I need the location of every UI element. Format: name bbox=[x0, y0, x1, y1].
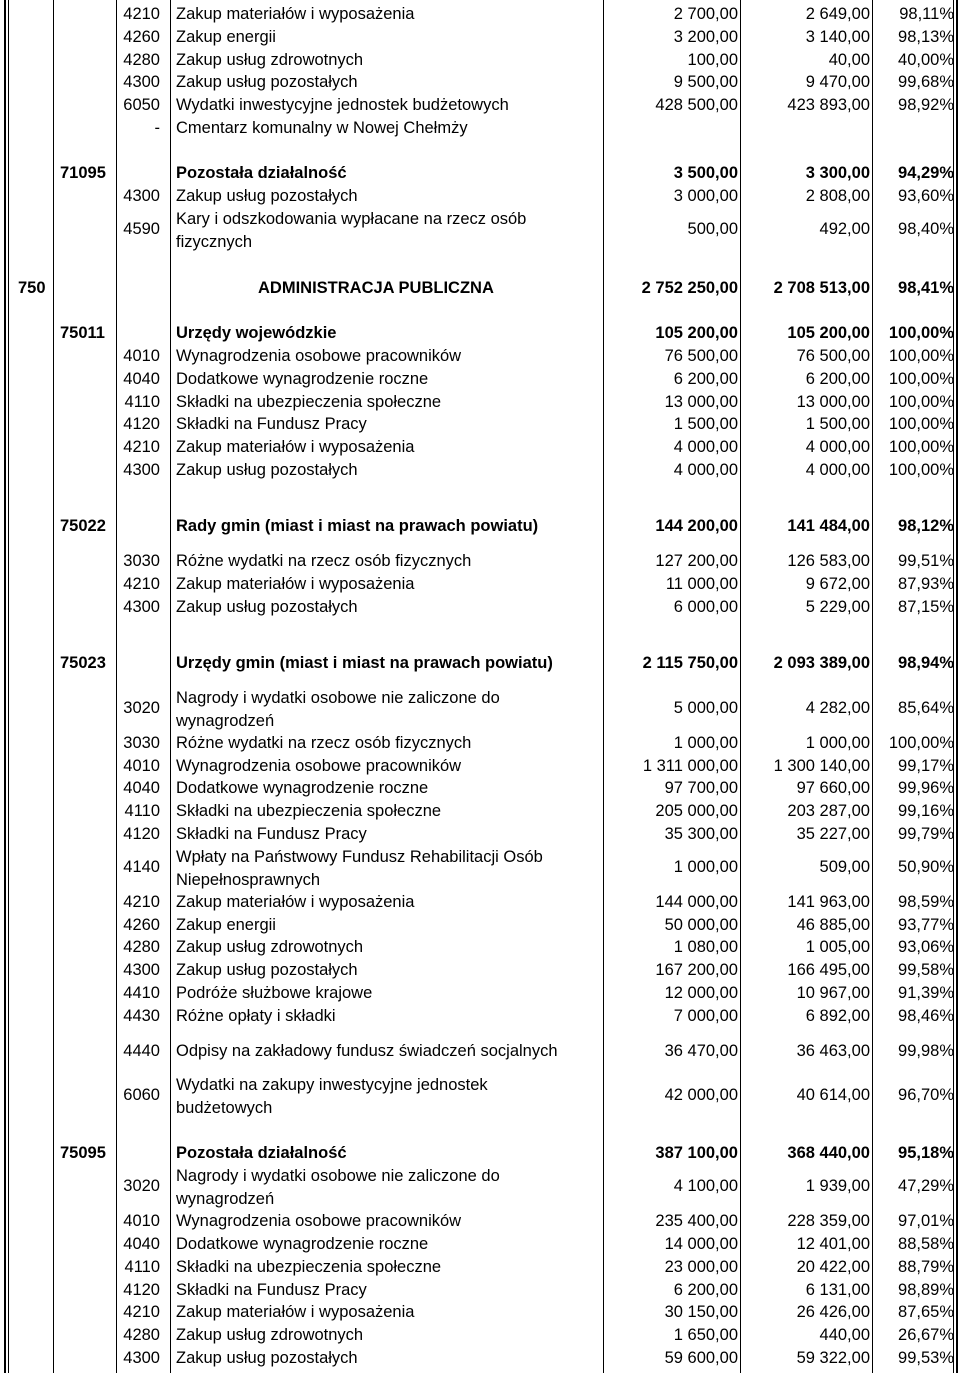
percent-executed: 98,94% bbox=[898, 654, 954, 672]
item-name: Różne opłaty i składki bbox=[176, 1007, 336, 1025]
chapter-row bbox=[0, 164, 960, 187]
table-row bbox=[0, 984, 960, 1007]
plan-amount: 500,00 bbox=[687, 220, 738, 238]
executed-amount: 1 939,00 bbox=[805, 1177, 870, 1195]
chapter-code: 75022 bbox=[60, 517, 106, 535]
table-row bbox=[0, 1258, 960, 1281]
section-row bbox=[0, 279, 960, 302]
item-name: Składki na ubezpieczenia społeczne bbox=[176, 802, 442, 820]
paragraph-code: 4300 bbox=[123, 961, 160, 979]
plan-amount: 42 000,00 bbox=[664, 1086, 738, 1104]
table-row bbox=[0, 119, 960, 142]
item-name: Wydatki na zakupy inwestycyjne jednostek budżetowych bbox=[176, 1076, 488, 1117]
item-name: Zakup energii bbox=[176, 28, 276, 46]
executed-amount: 203 287,00 bbox=[787, 802, 870, 820]
percent-executed: 99,51% bbox=[898, 552, 954, 570]
executed-amount: 509,00 bbox=[819, 858, 870, 876]
item-name: Zakup materiałów i wyposażenia bbox=[176, 893, 415, 911]
percent-executed: 99,17% bbox=[898, 757, 954, 775]
item-name: Składki na Fundusz Pracy bbox=[176, 415, 367, 433]
executed-amount: 76 500,00 bbox=[796, 347, 870, 365]
executed-amount: 141 484,00 bbox=[787, 517, 870, 535]
executed-amount: 40,00 bbox=[828, 51, 870, 69]
executed-amount: 4 000,00 bbox=[805, 438, 870, 456]
plan-amount: 167 200,00 bbox=[655, 961, 738, 979]
table-row bbox=[0, 438, 960, 461]
executed-amount: 2 708 513,00 bbox=[773, 279, 870, 297]
plan-amount: 11 000,00 bbox=[665, 575, 738, 593]
percent-executed: 97,01% bbox=[898, 1212, 954, 1230]
plan-amount: 6 200,00 bbox=[673, 1281, 738, 1299]
chapter-code: 75095 bbox=[60, 1144, 106, 1162]
paragraph-code: - bbox=[154, 119, 160, 137]
paragraph-code: 3030 bbox=[123, 552, 160, 570]
item-name: Zakup usług pozostałych bbox=[176, 73, 358, 91]
executed-amount: 26 426,00 bbox=[796, 1303, 870, 1321]
table-row bbox=[0, 96, 960, 119]
executed-amount: 440,00 bbox=[819, 1326, 870, 1344]
percent-executed: 99,79% bbox=[898, 825, 954, 843]
table-row bbox=[0, 1281, 960, 1304]
percent-executed: 85,64% bbox=[898, 699, 954, 717]
executed-amount: 1 500,00 bbox=[805, 415, 870, 433]
percent-executed: 50,90% bbox=[898, 858, 954, 876]
plan-amount: 1 080,00 bbox=[673, 938, 738, 956]
plan-amount: 1 650,00 bbox=[673, 1326, 738, 1344]
plan-amount: 76 500,00 bbox=[664, 347, 738, 365]
chapter-row bbox=[0, 1144, 960, 1167]
table-row bbox=[0, 802, 960, 825]
item-name: Zakup materiałów i wyposażenia bbox=[176, 575, 415, 593]
executed-amount: 20 422,00 bbox=[796, 1258, 870, 1276]
executed-amount: 35 227,00 bbox=[796, 825, 870, 843]
paragraph-code: 3030 bbox=[123, 734, 160, 752]
percent-executed: 100,00% bbox=[888, 347, 954, 365]
percent-executed: 98,89% bbox=[898, 1281, 954, 1299]
percent-executed: 98,13% bbox=[898, 28, 954, 46]
plan-amount: 1 000,00 bbox=[673, 734, 738, 752]
item-name: Zakup usług zdrowotnych bbox=[176, 1326, 364, 1344]
percent-executed: 99,98% bbox=[898, 1042, 954, 1060]
paragraph-code: 3020 bbox=[123, 1177, 160, 1195]
paragraph-code: 4210 bbox=[123, 575, 160, 593]
paragraph-code: 4300 bbox=[123, 598, 160, 616]
paragraph-code: 4010 bbox=[123, 1212, 160, 1230]
paragraph-code: 4300 bbox=[123, 461, 160, 479]
plan-amount: 428 500,00 bbox=[655, 96, 738, 114]
percent-executed: 87,65% bbox=[898, 1303, 954, 1321]
item-name: Dodatkowe wynagrodzenie roczne bbox=[176, 370, 429, 388]
paragraph-code: 4210 bbox=[123, 5, 160, 23]
executed-amount: 5 229,00 bbox=[805, 598, 870, 616]
executed-amount: 40 614,00 bbox=[796, 1086, 870, 1104]
plan-amount: 144 000,00 bbox=[655, 893, 738, 911]
executed-amount: 2 649,00 bbox=[805, 5, 870, 23]
item-name: Wydatki inwestycyjne jednostek budżetowych bbox=[176, 96, 509, 114]
table-row bbox=[0, 28, 960, 51]
percent-executed: 100,00% bbox=[888, 461, 954, 479]
percent-executed: 91,39% bbox=[898, 984, 954, 1002]
plan-amount: 387 100,00 bbox=[655, 1144, 738, 1162]
item-name: Dodatkowe wynagrodzenie roczne bbox=[176, 779, 429, 797]
percent-executed: 98,41% bbox=[898, 279, 954, 297]
percent-executed: 96,70% bbox=[898, 1086, 954, 1104]
table-row bbox=[0, 1349, 960, 1372]
table-row bbox=[0, 825, 960, 848]
percent-executed: 40,00% bbox=[898, 51, 954, 69]
table-row bbox=[0, 687, 960, 733]
item-name: Zakup energii bbox=[176, 916, 276, 934]
percent-executed: 47,29% bbox=[898, 1177, 954, 1195]
plan-amount: 12 000,00 bbox=[664, 984, 738, 1002]
table-row bbox=[0, 1074, 960, 1120]
chapter-row bbox=[0, 517, 960, 540]
table-row bbox=[0, 347, 960, 370]
item-name: Zakup materiałów i wyposażenia bbox=[176, 438, 415, 456]
percent-executed: 99,58% bbox=[898, 961, 954, 979]
chapter-code: 75023 bbox=[60, 654, 106, 672]
table-row bbox=[0, 552, 960, 575]
paragraph-code: 4300 bbox=[123, 73, 160, 91]
executed-amount: 6 131,00 bbox=[805, 1281, 870, 1299]
paragraph-code: 4260 bbox=[123, 28, 160, 46]
percent-executed: 100,00% bbox=[888, 324, 954, 342]
plan-amount: 1 311 000,00 bbox=[642, 757, 738, 775]
paragraph-code: 4280 bbox=[123, 51, 160, 69]
item-name: Urzędy gmin (miast i miast na prawach powiatu) bbox=[176, 654, 553, 672]
executed-amount: 46 885,00 bbox=[796, 916, 870, 934]
item-name: Zakup usług zdrowotnych bbox=[176, 51, 364, 69]
percent-executed: 99,53% bbox=[898, 1349, 954, 1367]
percent-executed: 93,06% bbox=[898, 938, 954, 956]
table-row bbox=[0, 73, 960, 96]
percent-executed: 87,15% bbox=[898, 598, 954, 616]
plan-amount: 4 000,00 bbox=[673, 461, 738, 479]
paragraph-code: 4110 bbox=[124, 1258, 160, 1276]
item-name: Wynagrodzenia osobowe pracowników bbox=[176, 1212, 462, 1230]
executed-amount: 1 300 140,00 bbox=[773, 757, 870, 775]
item-name: Nagrody i wydatki osobowe nie zaliczone do wynagrodzeń bbox=[176, 689, 500, 730]
percent-executed: 100,00% bbox=[888, 370, 954, 388]
plan-amount: 2 700,00 bbox=[673, 5, 738, 23]
plan-amount: 1 000,00 bbox=[673, 858, 738, 876]
plan-amount: 2 752 250,00 bbox=[641, 279, 738, 297]
item-name: Zakup materiałów i wyposażenia bbox=[176, 5, 415, 23]
item-name: Wpłaty na Państwowy Fundusz Rehabilitacji Osób Niepełnosprawnych bbox=[176, 848, 543, 889]
paragraph-code: 4300 bbox=[123, 187, 160, 205]
item-name: Różne wydatki na rzecz osób fizycznych bbox=[176, 552, 472, 570]
percent-executed: 99,68% bbox=[898, 73, 954, 91]
executed-amount: 1 005,00 bbox=[805, 938, 870, 956]
plan-amount: 5 000,00 bbox=[673, 699, 738, 717]
percent-executed: 95,18% bbox=[898, 1144, 954, 1162]
section-code: 750 bbox=[18, 279, 46, 297]
paragraph-code: 4110 bbox=[124, 802, 160, 820]
table-row bbox=[0, 598, 960, 621]
plan-amount: 50 000,00 bbox=[664, 916, 738, 934]
table-row bbox=[0, 1326, 960, 1349]
table-row bbox=[0, 1007, 960, 1030]
plan-amount: 3 500,00 bbox=[673, 164, 738, 182]
plan-amount: 2 115 750,00 bbox=[642, 654, 738, 672]
table-row bbox=[0, 961, 960, 984]
executed-amount: 36 463,00 bbox=[796, 1042, 870, 1060]
item-name: Zakup usług pozostałych bbox=[176, 961, 358, 979]
executed-amount: 3 300,00 bbox=[805, 164, 870, 182]
percent-executed: 100,00% bbox=[888, 438, 954, 456]
table-row bbox=[0, 734, 960, 757]
executed-amount: 6 892,00 bbox=[805, 1007, 870, 1025]
item-name: Nagrody i wydatki osobowe nie zaliczone do wynagrodzeń bbox=[176, 1167, 500, 1208]
item-name: Wynagrodzenia osobowe pracowników bbox=[176, 757, 462, 775]
executed-amount: 6 200,00 bbox=[805, 370, 870, 388]
paragraph-code: 4120 bbox=[123, 825, 160, 843]
paragraph-code: 4210 bbox=[123, 893, 160, 911]
item-name: Zakup usług pozostałych bbox=[176, 187, 358, 205]
paragraph-code: 6050 bbox=[123, 96, 160, 114]
chapter-code: 71095 bbox=[60, 164, 106, 182]
paragraph-code: 4590 bbox=[123, 220, 160, 238]
executed-amount: 9 672,00 bbox=[805, 575, 870, 593]
percent-executed: 100,00% bbox=[888, 734, 954, 752]
executed-amount: 2 093 389,00 bbox=[773, 654, 870, 672]
table-row bbox=[0, 757, 960, 780]
table-row bbox=[0, 1212, 960, 1235]
item-name: ADMINISTRACJA PUBLICZNA bbox=[258, 279, 494, 297]
paragraph-code: 6060 bbox=[123, 1086, 160, 1104]
item-name: Rady gmin (miast i miast na prawach powiatu) bbox=[176, 517, 539, 535]
table-row bbox=[0, 461, 960, 484]
item-name: Składki na ubezpieczenia społeczne bbox=[176, 1258, 442, 1276]
executed-amount: 166 495,00 bbox=[787, 961, 870, 979]
executed-amount: 10 967,00 bbox=[796, 984, 870, 1002]
paragraph-code: 4440 bbox=[123, 1042, 160, 1060]
item-name: Różne wydatki na rzecz osób fizycznych bbox=[176, 734, 472, 752]
table-row bbox=[0, 846, 960, 892]
table-row bbox=[0, 1165, 960, 1211]
percent-executed: 26,67% bbox=[898, 1326, 954, 1344]
plan-amount: 3 200,00 bbox=[673, 28, 738, 46]
executed-amount: 228 359,00 bbox=[787, 1212, 870, 1230]
paragraph-code: 4010 bbox=[123, 347, 160, 365]
item-name: Pozostała działalność bbox=[176, 164, 347, 182]
executed-amount: 97 660,00 bbox=[796, 779, 870, 797]
table-row bbox=[0, 370, 960, 393]
item-name: Dodatkowe wynagrodzenie roczne bbox=[176, 1235, 429, 1253]
item-name: Pozostała działalność bbox=[176, 1144, 347, 1162]
percent-executed: 100,00% bbox=[888, 415, 954, 433]
item-name: Urzędy wojewódzkie bbox=[176, 324, 337, 342]
plan-amount: 13 000,00 bbox=[664, 393, 738, 411]
plan-amount: 127 200,00 bbox=[655, 552, 738, 570]
percent-executed: 93,77% bbox=[898, 916, 954, 934]
paragraph-code: 4040 bbox=[123, 370, 160, 388]
paragraph-code: 4120 bbox=[123, 415, 160, 433]
paragraph-code: 4040 bbox=[123, 779, 160, 797]
table-row bbox=[0, 575, 960, 598]
percent-executed: 88,79% bbox=[898, 1258, 954, 1276]
executed-amount: 4 282,00 bbox=[805, 699, 870, 717]
executed-amount: 12 401,00 bbox=[796, 1235, 870, 1253]
table-row bbox=[0, 916, 960, 939]
plan-amount: 97 700,00 bbox=[664, 779, 738, 797]
plan-amount: 23 000,00 bbox=[664, 1258, 738, 1276]
plan-amount: 205 000,00 bbox=[655, 802, 738, 820]
table-row bbox=[0, 938, 960, 961]
plan-amount: 14 000,00 bbox=[664, 1235, 738, 1253]
chapter-row bbox=[0, 654, 960, 677]
percent-executed: 98,12% bbox=[898, 517, 954, 535]
table-row bbox=[0, 779, 960, 802]
executed-amount: 9 470,00 bbox=[805, 73, 870, 91]
plan-amount: 9 500,00 bbox=[673, 73, 738, 91]
percent-executed: 88,58% bbox=[898, 1235, 954, 1253]
table-row bbox=[0, 893, 960, 916]
table-row bbox=[0, 187, 960, 210]
executed-amount: 105 200,00 bbox=[787, 324, 870, 342]
percent-executed: 98,40% bbox=[898, 220, 954, 238]
paragraph-code: 4430 bbox=[123, 1007, 160, 1025]
item-name: Zakup materiałów i wyposażenia bbox=[176, 1303, 415, 1321]
plan-amount: 36 470,00 bbox=[664, 1042, 738, 1060]
plan-amount: 35 300,00 bbox=[664, 825, 738, 843]
paragraph-code: 4210 bbox=[123, 1303, 160, 1321]
table-row bbox=[0, 1235, 960, 1258]
item-name: Składki na Fundusz Pracy bbox=[176, 825, 367, 843]
plan-amount: 144 200,00 bbox=[655, 517, 738, 535]
paragraph-code: 4140 bbox=[123, 858, 160, 876]
plan-amount: 100,00 bbox=[687, 51, 738, 69]
item-name: Składki na ubezpieczenia społeczne bbox=[176, 393, 442, 411]
executed-amount: 126 583,00 bbox=[787, 552, 870, 570]
plan-amount: 59 600,00 bbox=[664, 1349, 738, 1367]
percent-executed: 98,11% bbox=[899, 5, 954, 23]
plan-amount: 105 200,00 bbox=[655, 324, 738, 342]
plan-amount: 30 150,00 bbox=[664, 1303, 738, 1321]
executed-amount: 13 000,00 bbox=[796, 393, 870, 411]
plan-amount: 1 500,00 bbox=[673, 415, 738, 433]
table-row bbox=[0, 393, 960, 416]
plan-amount: 235 400,00 bbox=[655, 1212, 738, 1230]
table-row bbox=[0, 415, 960, 438]
table-row bbox=[0, 5, 960, 28]
item-name: Zakup usług zdrowotnych bbox=[176, 938, 364, 956]
executed-amount: 1 000,00 bbox=[805, 734, 870, 752]
paragraph-code: 4410 bbox=[123, 984, 160, 1002]
item-name: Zakup usług pozostałych bbox=[176, 461, 358, 479]
percent-executed: 99,96% bbox=[898, 779, 954, 797]
plan-amount: 4 100,00 bbox=[673, 1177, 738, 1195]
paragraph-code: 4260 bbox=[123, 916, 160, 934]
plan-amount: 4 000,00 bbox=[673, 438, 738, 456]
paragraph-code: 4110 bbox=[124, 393, 160, 411]
executed-amount: 59 322,00 bbox=[796, 1349, 870, 1367]
item-name: Odpisy na zakładowy fundusz świadczeń socjalnych bbox=[176, 1042, 558, 1060]
paragraph-code: 4120 bbox=[123, 1281, 160, 1299]
executed-amount: 492,00 bbox=[819, 220, 870, 238]
item-name: Cmentarz komunalny w Nowej Chełmży bbox=[176, 119, 468, 137]
percent-executed: 98,59% bbox=[898, 893, 954, 911]
chapter-code: 75011 bbox=[60, 324, 105, 342]
table-row bbox=[0, 51, 960, 74]
item-name: Podróże służbowe krajowe bbox=[176, 984, 373, 1002]
percent-executed: 98,92% bbox=[898, 96, 954, 114]
percent-executed: 99,16% bbox=[898, 802, 954, 820]
plan-amount: 6 000,00 bbox=[673, 598, 738, 616]
executed-amount: 3 140,00 bbox=[805, 28, 870, 46]
item-name: Zakup usług pozostałych bbox=[176, 1349, 358, 1367]
paragraph-code: 4300 bbox=[123, 1349, 160, 1367]
plan-amount: 3 000,00 bbox=[673, 187, 738, 205]
item-name: Zakup usług pozostałych bbox=[176, 598, 358, 616]
item-name: Składki na Fundusz Pracy bbox=[176, 1281, 367, 1299]
paragraph-code: 4040 bbox=[123, 1235, 160, 1253]
executed-amount: 4 000,00 bbox=[805, 461, 870, 479]
paragraph-code: 4280 bbox=[123, 938, 160, 956]
paragraph-code: 4280 bbox=[123, 1326, 160, 1344]
plan-amount: 7 000,00 bbox=[673, 1007, 738, 1025]
percent-executed: 94,29% bbox=[898, 164, 954, 182]
table-row bbox=[0, 1042, 960, 1065]
paragraph-code: 4010 bbox=[123, 757, 160, 775]
executed-amount: 423 893,00 bbox=[787, 96, 870, 114]
plan-amount: 6 200,00 bbox=[673, 370, 738, 388]
chapter-row bbox=[0, 324, 960, 347]
paragraph-code: 4210 bbox=[123, 438, 160, 456]
item-name: Kary i odszkodowania wypłacane na rzecz osób fizycznych bbox=[176, 210, 527, 251]
executed-amount: 368 440,00 bbox=[787, 1144, 870, 1162]
percent-executed: 87,93% bbox=[898, 575, 954, 593]
paragraph-code: 3020 bbox=[123, 699, 160, 717]
percent-executed: 93,60% bbox=[898, 187, 954, 205]
percent-executed: 100,00% bbox=[888, 393, 954, 411]
table-row bbox=[0, 1303, 960, 1326]
executed-amount: 2 808,00 bbox=[805, 187, 870, 205]
table-row bbox=[0, 208, 960, 254]
percent-executed: 98,46% bbox=[898, 1007, 954, 1025]
item-name: Wynagrodzenia osobowe pracowników bbox=[176, 347, 462, 365]
executed-amount: 141 963,00 bbox=[787, 893, 870, 911]
